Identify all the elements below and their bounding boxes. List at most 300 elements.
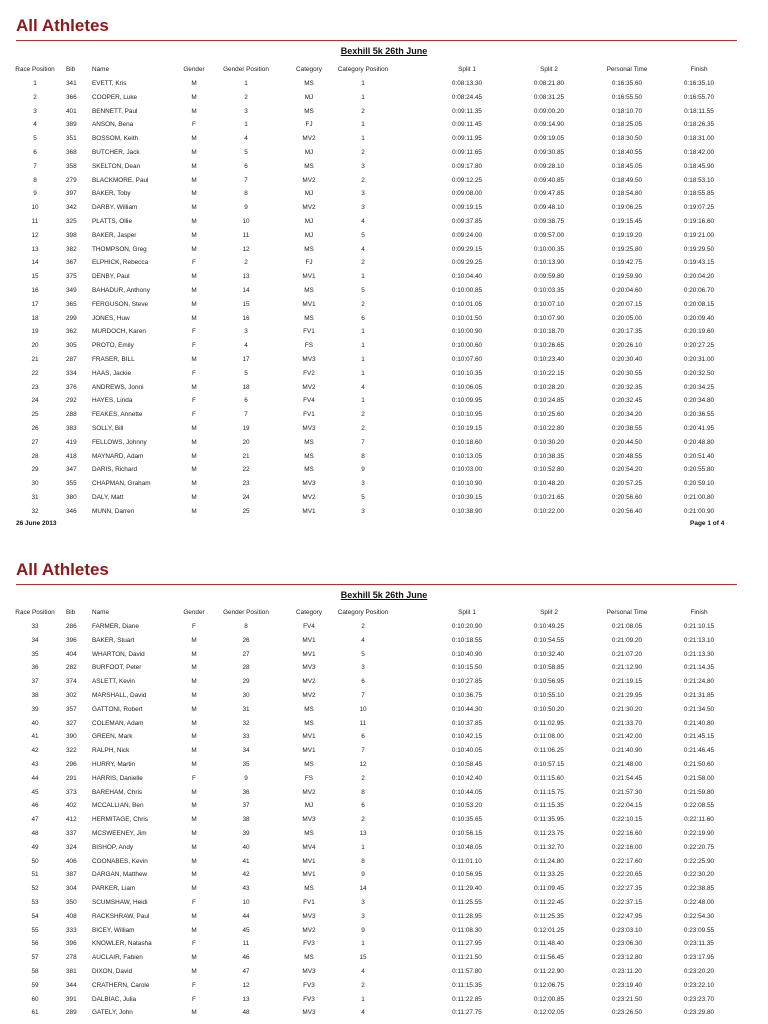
table-row bbox=[0, 689, 768, 702]
cell-personal-time: 0:22:37.15 bbox=[611, 899, 643, 906]
cell-personal-time: 0:21:29.95 bbox=[611, 692, 643, 699]
cell-finish: 0:19:43.15 bbox=[683, 259, 715, 267]
cell-name: COOPER, Luke bbox=[92, 93, 138, 101]
cell-name: DARIS, Richard bbox=[92, 466, 138, 474]
cell-bib: 342 bbox=[66, 204, 77, 212]
cell-split-2: 0:10:13.90 bbox=[533, 259, 565, 267]
cell-gender: F bbox=[192, 397, 196, 405]
cell-bib: 387 bbox=[66, 871, 77, 879]
cell-gender-position: 2 bbox=[244, 259, 248, 267]
cell-category: MS bbox=[304, 245, 314, 253]
table-row bbox=[0, 422, 768, 435]
cell-split-1: 0:10:01.05 bbox=[451, 300, 483, 308]
cell-category-position: 3 bbox=[361, 507, 365, 515]
cell-split-1: 0:11:29.40 bbox=[452, 885, 482, 893]
cell-split-1: 0:10:42.15 bbox=[451, 733, 483, 741]
cell-gender-position: 5 bbox=[244, 369, 248, 377]
cell-split-2: 0:10:03.35 bbox=[533, 287, 565, 294]
cell-gender: M bbox=[191, 190, 197, 198]
cell-gender-position: 46 bbox=[242, 954, 250, 962]
cell-gender-position: 7 bbox=[244, 411, 248, 419]
cell-gender: F bbox=[192, 940, 196, 948]
col-gender-position: Gender Position bbox=[223, 609, 269, 616]
cell-category: MV3 bbox=[302, 664, 316, 672]
cell-name: EVETT, Kris bbox=[92, 80, 127, 87]
cell-gender: M bbox=[191, 733, 197, 741]
cell-split-1: 0:11:08.30 bbox=[452, 926, 482, 934]
cell-race-position: 23 bbox=[31, 383, 39, 391]
cell-gender-position: 10 bbox=[242, 899, 250, 906]
cell-gender: M bbox=[191, 245, 197, 253]
cell-category: MV1 bbox=[302, 507, 316, 515]
results-page-2 bbox=[0, 550, 768, 1024]
cell-race-position: 24 bbox=[31, 397, 39, 405]
cell-gender-position: 32 bbox=[242, 719, 250, 727]
cell-race-position: 59 bbox=[31, 981, 39, 989]
heading-divider bbox=[16, 584, 737, 585]
col-gender-position: Gender Position bbox=[223, 66, 269, 73]
cell-bib: 389 bbox=[66, 121, 77, 129]
cell-split-1: 0:10:36.75 bbox=[451, 692, 483, 699]
cell-gender: M bbox=[191, 218, 197, 225]
table-row bbox=[0, 661, 768, 674]
cell-gender: M bbox=[191, 466, 197, 474]
cell-personal-time: 0:21:40.90 bbox=[611, 747, 643, 755]
cell-finish: 0:20:04.20 bbox=[683, 273, 715, 281]
cell-category: MS bbox=[304, 705, 314, 713]
table-row bbox=[0, 105, 768, 118]
table-row bbox=[0, 937, 768, 950]
cell-split-2: 0:09:19.05 bbox=[533, 135, 565, 143]
cell-category-position: 3 bbox=[361, 204, 365, 212]
cell-race-position: 25 bbox=[31, 411, 39, 419]
cell-bib: 302 bbox=[66, 692, 77, 699]
cell-race-position: 50 bbox=[31, 857, 39, 865]
cell-gender-position: 12 bbox=[242, 981, 250, 989]
cell-gender: F bbox=[192, 259, 196, 267]
cell-gender: M bbox=[191, 843, 197, 851]
table-row bbox=[0, 77, 768, 90]
cell-finish: 0:16:55.70 bbox=[683, 93, 715, 101]
table-row bbox=[0, 827, 768, 840]
cell-split-1: 0:10:37.85 bbox=[451, 719, 483, 727]
cell-bib: 396 bbox=[66, 636, 77, 644]
cell-personal-time: 0:19:19.20 bbox=[611, 231, 643, 239]
cell-category-position: 8 bbox=[361, 857, 365, 865]
cell-gender: M bbox=[191, 425, 197, 432]
cell-name: HURRY, Martin bbox=[92, 761, 136, 768]
cell-category-position: 6 bbox=[361, 802, 365, 810]
cell-split-2: 0:12:02.05 bbox=[533, 1009, 565, 1017]
cell-split-1: 0:10:00.60 bbox=[451, 342, 483, 350]
cell-bib: 366 bbox=[66, 93, 77, 101]
cell-finish: 0:21:13.10 bbox=[683, 636, 715, 644]
cell-gender: M bbox=[191, 678, 197, 686]
cell-split-2: 0:11:08.00 bbox=[534, 733, 564, 741]
cell-race-position: 3 bbox=[33, 107, 37, 115]
col-category-position: Category Position bbox=[337, 609, 389, 616]
cell-split-1: 0:10:40.05 bbox=[451, 747, 483, 755]
cell-category: MV4 bbox=[302, 843, 316, 851]
cell-name: BLACKMORE, Paul bbox=[92, 176, 149, 184]
cell-gender-position: 27 bbox=[242, 650, 250, 658]
cell-category: MS bbox=[304, 452, 314, 460]
cell-personal-time: 0:21:33.70 bbox=[611, 719, 643, 727]
cell-category-position: 8 bbox=[361, 452, 365, 460]
col-split-2: Split 2 bbox=[540, 609, 558, 616]
cell-name: ANDREWS, Jonni bbox=[92, 383, 144, 391]
cell-split-1: 0:09:11.35 bbox=[452, 107, 482, 115]
cell-split-1: 0:11:25.55 bbox=[452, 899, 482, 906]
cell-split-2: 0:10:22.80 bbox=[533, 425, 565, 432]
cell-gender-position: 4 bbox=[244, 135, 248, 143]
cell-gender-position: 4 bbox=[244, 342, 248, 350]
cell-gender-position: 26 bbox=[242, 636, 250, 644]
cell-gender: M bbox=[191, 314, 197, 322]
cell-finish: 0:19:16.60 bbox=[683, 218, 715, 225]
table-row bbox=[0, 634, 768, 647]
cell-split-1: 0:09:11.45 bbox=[452, 121, 482, 129]
cell-bib: 355 bbox=[66, 480, 77, 488]
cell-category: MV3 bbox=[302, 912, 316, 920]
cell-category: MS bbox=[304, 761, 314, 768]
cell-gender-position: 6 bbox=[244, 397, 248, 405]
cell-finish: 0:19:21.00 bbox=[683, 231, 715, 239]
cell-race-position: 17 bbox=[31, 300, 39, 308]
cell-split-2: 0:10:07.10 bbox=[533, 300, 565, 308]
cell-category: MV3 bbox=[302, 1009, 316, 1017]
cell-split-2: 0:10:18.70 bbox=[533, 328, 565, 336]
cell-gender-position: 45 bbox=[242, 926, 250, 934]
cell-finish: 0:19:07.25 bbox=[683, 204, 715, 212]
cell-personal-time: 0:20:54.20 bbox=[611, 466, 643, 474]
cell-category: MS bbox=[304, 466, 314, 474]
cell-race-position: 56 bbox=[31, 940, 39, 948]
cell-personal-time: 0:21:09.20 bbox=[611, 636, 643, 644]
cell-split-2: 0:11:15.60 bbox=[534, 774, 564, 782]
cell-gender: F bbox=[192, 774, 196, 782]
cell-personal-time: 0:22:10.15 bbox=[611, 816, 643, 824]
cell-category-position: 2 bbox=[361, 149, 365, 156]
cell-gender: F bbox=[192, 411, 196, 419]
cell-gender-position: 2 bbox=[244, 93, 248, 101]
cell-split-1: 0:09:17.80 bbox=[451, 162, 483, 170]
cell-split-2: 0:10:32.40 bbox=[533, 650, 565, 658]
cell-category: FV3 bbox=[303, 981, 315, 989]
cell-split-1: 0:09:24.00 bbox=[451, 231, 483, 239]
cell-race-position: 14 bbox=[31, 259, 39, 267]
table-row bbox=[0, 979, 768, 992]
cell-category: MV1 bbox=[302, 733, 316, 741]
cell-name: BISHOP, Andy bbox=[92, 843, 134, 851]
cell-personal-time: 0:20:05.00 bbox=[611, 314, 643, 322]
cell-gender-position: 47 bbox=[242, 968, 250, 975]
cell-personal-time: 0:20:48.55 bbox=[611, 452, 643, 460]
cell-gender-position: 24 bbox=[242, 494, 250, 501]
cell-race-position: 33 bbox=[31, 623, 39, 630]
cell-split-1: 0:10:58.45 bbox=[451, 761, 483, 768]
cell-gender: M bbox=[191, 494, 197, 501]
table-row bbox=[0, 491, 768, 504]
cell-gender: F bbox=[192, 899, 196, 906]
cell-bib: 365 bbox=[66, 300, 77, 308]
cell-category: FV4 bbox=[303, 623, 315, 630]
cell-name: COLEMAN, Adam bbox=[92, 719, 144, 727]
cell-gender-position: 6 bbox=[244, 162, 248, 170]
cell-gender-position: 1 bbox=[244, 80, 248, 87]
cell-bib: 362 bbox=[66, 328, 77, 336]
cell-split-2: 0:09:38.75 bbox=[533, 218, 565, 225]
cell-category-position: 6 bbox=[361, 733, 365, 741]
cell-gender-position: 8 bbox=[244, 623, 248, 630]
table-row bbox=[0, 1006, 768, 1019]
cell-category: FV1 bbox=[303, 411, 315, 419]
cell-gender: M bbox=[191, 761, 197, 768]
col-bib: Bib bbox=[66, 66, 76, 73]
cell-personal-time: 0:20:56.60 bbox=[611, 494, 643, 501]
cell-personal-time: 0:20:38.55 bbox=[611, 425, 643, 432]
cell-name: CRATHERN, Carole bbox=[92, 981, 150, 989]
cell-split-2: 0:11:56.45 bbox=[534, 954, 564, 962]
cell-finish: 0:22:19.90 bbox=[683, 830, 715, 837]
table-row bbox=[0, 201, 768, 214]
cell-split-1: 0:10:35.65 bbox=[451, 816, 483, 824]
cell-name: HARRIS, Danielle bbox=[92, 774, 143, 782]
cell-gender: M bbox=[191, 650, 197, 658]
cell-gender: M bbox=[191, 802, 197, 810]
table-row bbox=[0, 256, 768, 269]
cell-personal-time: 0:23:21.50 bbox=[611, 995, 643, 1003]
cell-category: FS bbox=[304, 774, 314, 782]
cell-personal-time: 0:18:54.80 bbox=[611, 190, 643, 198]
cell-finish: 0:20:36.55 bbox=[683, 411, 715, 419]
cell-category-position: 1 bbox=[361, 273, 365, 281]
table-row bbox=[0, 450, 768, 463]
cell-split-2: 0:10:58.85 bbox=[533, 664, 565, 672]
cell-personal-time: 0:19:42.75 bbox=[611, 259, 643, 267]
cell-split-2: 0:10:49.25 bbox=[533, 623, 565, 630]
cell-gender-position: 3 bbox=[244, 328, 248, 336]
cell-bib: 327 bbox=[66, 719, 77, 727]
cell-race-position: 20 bbox=[31, 342, 39, 350]
cell-split-2: 0:09:57.00 bbox=[533, 231, 565, 239]
cell-name: BURFOOT, Peter bbox=[92, 664, 142, 672]
cell-split-2: 0:11:24.80 bbox=[534, 857, 564, 865]
cell-split-1: 0:11:22.85 bbox=[452, 995, 482, 1003]
cell-race-position: 38 bbox=[31, 692, 39, 699]
cell-gender: M bbox=[191, 719, 197, 727]
cell-category-position: 1 bbox=[361, 356, 365, 363]
cell-finish: 0:21:46.45 bbox=[683, 747, 715, 755]
cell-race-position: 60 bbox=[31, 995, 39, 1003]
cell-split-1: 0:10:09.95 bbox=[451, 397, 483, 405]
cell-name: RACKSHRAW, Paul bbox=[92, 912, 150, 920]
cell-category: FJ bbox=[305, 121, 313, 129]
cell-gender: M bbox=[191, 107, 197, 115]
cell-personal-time: 0:18:25.05 bbox=[611, 121, 643, 129]
cell-name: PLATTS, Ollie bbox=[92, 218, 133, 225]
cell-gender-position: 36 bbox=[242, 788, 250, 796]
cell-personal-time: 0:20:30.55 bbox=[611, 369, 643, 377]
cell-split-2: 0:09:14.90 bbox=[533, 121, 565, 129]
cell-category-position: 5 bbox=[361, 650, 365, 658]
table-row bbox=[0, 730, 768, 743]
cell-personal-time: 0:23:26.50 bbox=[611, 1009, 643, 1017]
cell-gender: M bbox=[191, 300, 197, 308]
cell-finish: 0:21:50.60 bbox=[683, 761, 715, 768]
cell-name: COONABES, Kevin bbox=[92, 857, 148, 865]
cell-bib: 402 bbox=[66, 802, 77, 810]
cell-race-position: 45 bbox=[31, 788, 39, 796]
cell-split-2: 0:11:23.75 bbox=[534, 830, 564, 837]
cell-race-position: 32 bbox=[31, 507, 39, 515]
cell-finish: 0:18:42.00 bbox=[683, 149, 715, 156]
col-personal-time: Personal Time bbox=[606, 609, 648, 616]
cell-name: ELPHICK, Rebecca bbox=[92, 259, 149, 267]
cell-category-position: 4 bbox=[361, 245, 365, 253]
cell-bib: 381 bbox=[66, 968, 77, 975]
cell-gender-position: 11 bbox=[242, 940, 250, 948]
cell-gender-position: 29 bbox=[242, 678, 250, 686]
cell-bib: 278 bbox=[66, 954, 77, 962]
cell-gender-position: 17 bbox=[242, 356, 250, 363]
table-row bbox=[0, 215, 768, 228]
cell-race-position: 37 bbox=[31, 678, 39, 686]
cell-split-1: 0:10:48.05 bbox=[451, 843, 483, 851]
cell-bib: 376 bbox=[66, 383, 77, 391]
table-row bbox=[0, 436, 768, 449]
cell-race-position: 28 bbox=[31, 452, 39, 460]
cell-personal-time: 0:20:17.35 bbox=[611, 328, 643, 336]
cell-bib: 287 bbox=[66, 356, 77, 363]
table-row bbox=[0, 841, 768, 854]
cell-category: FV1 bbox=[303, 328, 315, 336]
cell-name: FARMER, Diane bbox=[92, 623, 139, 630]
footer-date: 26 June 2013 bbox=[16, 520, 57, 527]
cell-split-1: 0:11:01.10 bbox=[452, 857, 482, 865]
cell-personal-time: 0:22:27.35 bbox=[611, 885, 643, 893]
cell-category: MS bbox=[304, 162, 314, 170]
cell-race-position: 52 bbox=[31, 885, 39, 893]
cell-gender-position: 42 bbox=[242, 871, 250, 879]
cell-bib: 299 bbox=[66, 314, 77, 322]
cell-category-position: 1 bbox=[361, 93, 365, 101]
cell-category: MV2 bbox=[302, 678, 316, 686]
cell-finish: 0:21:34.50 bbox=[683, 705, 715, 713]
table-row bbox=[0, 717, 768, 730]
cell-personal-time: 0:21:08.05 bbox=[611, 623, 643, 630]
cell-race-position: 15 bbox=[31, 273, 39, 281]
cell-category: FV1 bbox=[303, 899, 315, 906]
cell-split-2: 0:10:38.35 bbox=[533, 452, 565, 460]
cell-bib: 380 bbox=[66, 494, 77, 501]
cell-race-position: 54 bbox=[31, 912, 39, 920]
cell-gender-position: 18 bbox=[242, 383, 250, 391]
cell-gender-position: 30 bbox=[242, 692, 250, 699]
footer-page-number: Page 1 of 4 bbox=[690, 520, 725, 527]
cell-personal-time: 0:16:55.50 bbox=[611, 93, 643, 101]
table-row bbox=[0, 367, 768, 380]
cell-gender: M bbox=[191, 857, 197, 865]
cell-bib: 383 bbox=[66, 425, 77, 432]
cell-personal-time: 0:21:07.20 bbox=[611, 650, 643, 658]
cell-personal-time: 0:21:48.00 bbox=[611, 761, 643, 768]
col-split-1: Split 1 bbox=[458, 66, 476, 73]
cell-category: FV2 bbox=[303, 369, 315, 377]
cell-bib: 401 bbox=[66, 107, 77, 115]
cell-race-position: 2 bbox=[33, 93, 37, 101]
col-gender: Gender bbox=[183, 609, 205, 616]
page-heading: All Athletes bbox=[16, 16, 109, 35]
cell-gender: M bbox=[191, 926, 197, 934]
cell-finish: 0:22:08.55 bbox=[683, 802, 715, 810]
cell-personal-time: 0:22:20.65 bbox=[611, 871, 643, 879]
col-name: Name bbox=[92, 609, 110, 616]
cell-gender: M bbox=[191, 438, 197, 446]
cell-name: MCSWEENEY, Jim bbox=[92, 830, 147, 837]
cell-race-position: 34 bbox=[31, 636, 39, 644]
table-row bbox=[0, 648, 768, 661]
cell-split-1: 0:10:19.15 bbox=[451, 425, 483, 432]
cell-personal-time: 0:21:12.90 bbox=[611, 664, 643, 672]
col-split-2: Split 2 bbox=[540, 66, 558, 73]
cell-category: MV2 bbox=[302, 494, 316, 501]
cell-personal-time: 0:18:45.05 bbox=[611, 162, 643, 170]
cell-category: MJ bbox=[304, 149, 314, 156]
cell-category: MJ bbox=[304, 190, 314, 198]
cell-category-position: 1 bbox=[361, 369, 365, 377]
cell-category: MV2 bbox=[302, 204, 316, 212]
cell-category: MS bbox=[304, 438, 314, 446]
cell-finish: 0:22:48.00 bbox=[683, 899, 715, 906]
cell-personal-time: 0:23:11.20 bbox=[612, 968, 642, 975]
cell-bib: 406 bbox=[66, 857, 77, 865]
cell-split-2: 0:10:28.20 bbox=[533, 383, 565, 391]
cell-race-position: 47 bbox=[31, 816, 39, 824]
cell-bib: 350 bbox=[66, 899, 77, 906]
cell-split-1: 0:10:18.55 bbox=[451, 636, 483, 644]
cell-name: PARKER, Liam bbox=[92, 885, 136, 893]
cell-split-2: 0:10:24.85 bbox=[533, 397, 565, 405]
cell-gender: F bbox=[192, 121, 196, 129]
cell-category-position: 7 bbox=[361, 438, 365, 446]
col-race-position: Race Position bbox=[15, 66, 55, 73]
cell-personal-time: 0:20:04.60 bbox=[611, 287, 643, 294]
table-row bbox=[0, 868, 768, 881]
cell-personal-time: 0:18:49.50 bbox=[611, 176, 643, 184]
cell-gender-position: 14 bbox=[242, 287, 250, 294]
cell-category-position: 2 bbox=[361, 816, 365, 824]
cell-gender-position: 19 bbox=[242, 425, 250, 432]
cell-split-2: 0:08:31.25 bbox=[533, 93, 565, 101]
cell-gender: F bbox=[192, 981, 196, 989]
cell-gender: M bbox=[191, 871, 197, 879]
cell-gender-position: 3 bbox=[244, 107, 248, 115]
cell-personal-time: 0:22:16.60 bbox=[611, 830, 643, 837]
cell-split-2: 0:10:55.10 bbox=[533, 692, 565, 699]
col-race-position: Race Position bbox=[15, 609, 55, 616]
cell-race-position: 26 bbox=[31, 425, 39, 432]
cell-split-2: 0:09:00.20 bbox=[533, 107, 565, 115]
cell-gender-position: 21 bbox=[242, 452, 250, 460]
cell-name: SCUMSHAW, Heidi bbox=[92, 899, 148, 906]
cell-split-2: 0:11:15.75 bbox=[534, 788, 564, 796]
cell-personal-time: 0:22:04.15 bbox=[611, 802, 643, 810]
cell-race-position: 19 bbox=[31, 328, 39, 336]
cell-name: MUNN, Darren bbox=[92, 507, 135, 515]
cell-race-position: 61 bbox=[31, 1009, 39, 1017]
cell-category: MS bbox=[304, 954, 314, 962]
